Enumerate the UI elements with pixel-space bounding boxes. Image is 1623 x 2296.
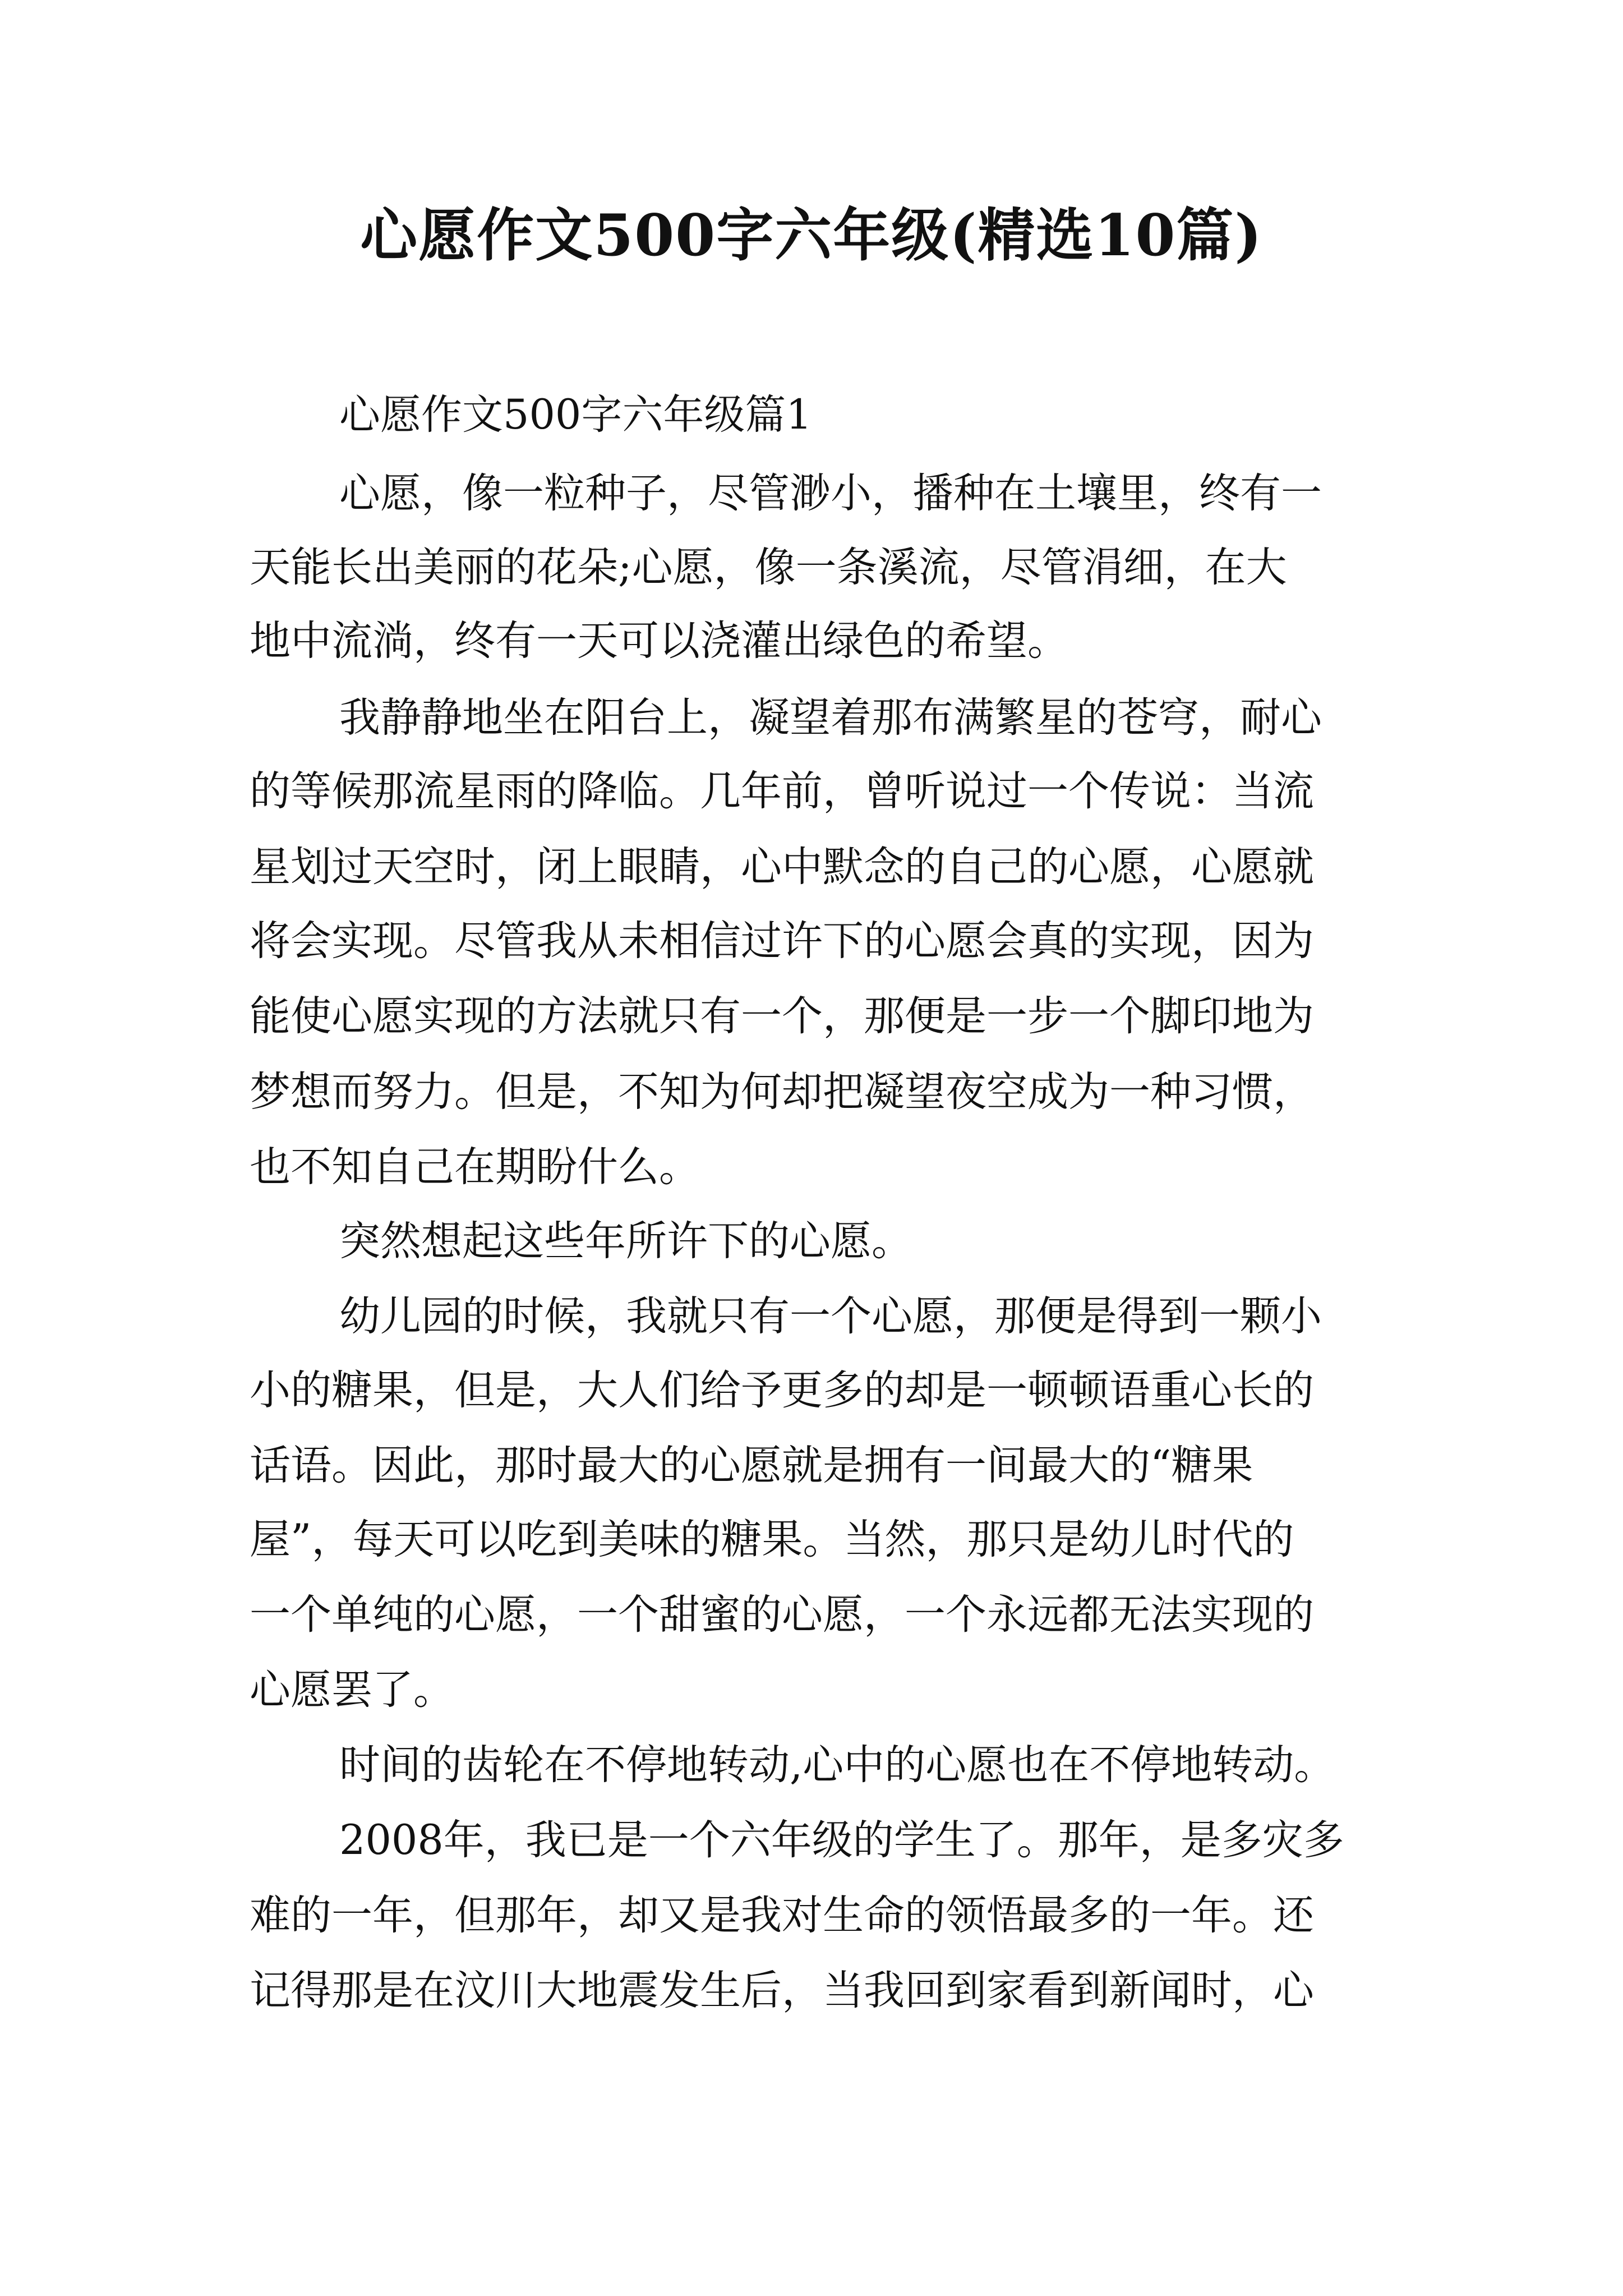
- paragraph-line: 心愿罢了。: [250, 1666, 454, 1714]
- paragraph-line: 能使心愿实现的方法就只有一个，那便是一步一个脚印地为: [250, 992, 1314, 1040]
- paragraph-line: 2008年，我已是一个六年级的学生了。那年，是多灾多: [339, 1816, 1344, 1864]
- paragraph-line: 时间的齿轮在不停地转动,心中的心愿也在不停地转动。: [339, 1741, 1335, 1789]
- paragraph-line: 突然想起这些年所许下的心愿。: [339, 1217, 912, 1265]
- paragraph-line: 难的一年，但那年，却又是我对生命的领悟最多的一年。还: [250, 1892, 1314, 1939]
- paragraph-line: 幼儿园的时候，我就只有一个心愿，那便是得到一颗小: [339, 1292, 1322, 1340]
- paragraph-line: 也不知自己在期盼什么。: [250, 1143, 700, 1191]
- section-heading: 心愿作文500字六年级篇1: [339, 391, 812, 439]
- paragraph-line: 梦想而努力。但是，不知为何却把凝望夜空成为一种习惯，: [250, 1068, 1314, 1116]
- paragraph-line: 地中流淌，终有一天可以浇灌出绿色的希望。: [250, 617, 1068, 665]
- paragraph-line: 话语。因此，那时最大的心愿就是拥有一间最大的“糖果: [250, 1442, 1253, 1489]
- paragraph-line: 小的糖果，但是，大人们给予更多的却是一顿顿语重心长的: [250, 1366, 1314, 1414]
- paragraph-line: 星划过天空时，闭上眼睛，心中默念的自己的心愿，心愿就: [250, 843, 1314, 891]
- paragraph-line: 屋”，每天可以吃到美味的糖果。当然，那只是幼儿时代的: [250, 1516, 1294, 1563]
- paragraph-line: 记得那是在汶川大地震发生后，当我回到家看到新闻时，心: [250, 1967, 1314, 2014]
- paragraph-line: 的等候那流星雨的降临。几年前，曾听说过一个传说：当流: [250, 767, 1314, 815]
- paragraph-line: 将会实现。尽管我从未相信过许下的心愿会真的实现，因为: [250, 917, 1314, 965]
- paragraph-line: 天能长出美丽的花朵;心愿，像一条溪流，尽管涓细，在大: [250, 544, 1287, 591]
- paragraph-line: 心愿，像一粒种子，尽管渺小，播种在土壤里，终有一: [339, 470, 1322, 517]
- paragraph-line: 我静静地坐在阳台上，凝望着那布满繁星的苍穹，耐心: [339, 694, 1322, 742]
- document-title: 心愿作文500字六年级(精选10篇): [360, 202, 1263, 269]
- paragraph-line: 一个单纯的心愿，一个甜蜜的心愿，一个永远都无法实现的: [250, 1591, 1314, 1639]
